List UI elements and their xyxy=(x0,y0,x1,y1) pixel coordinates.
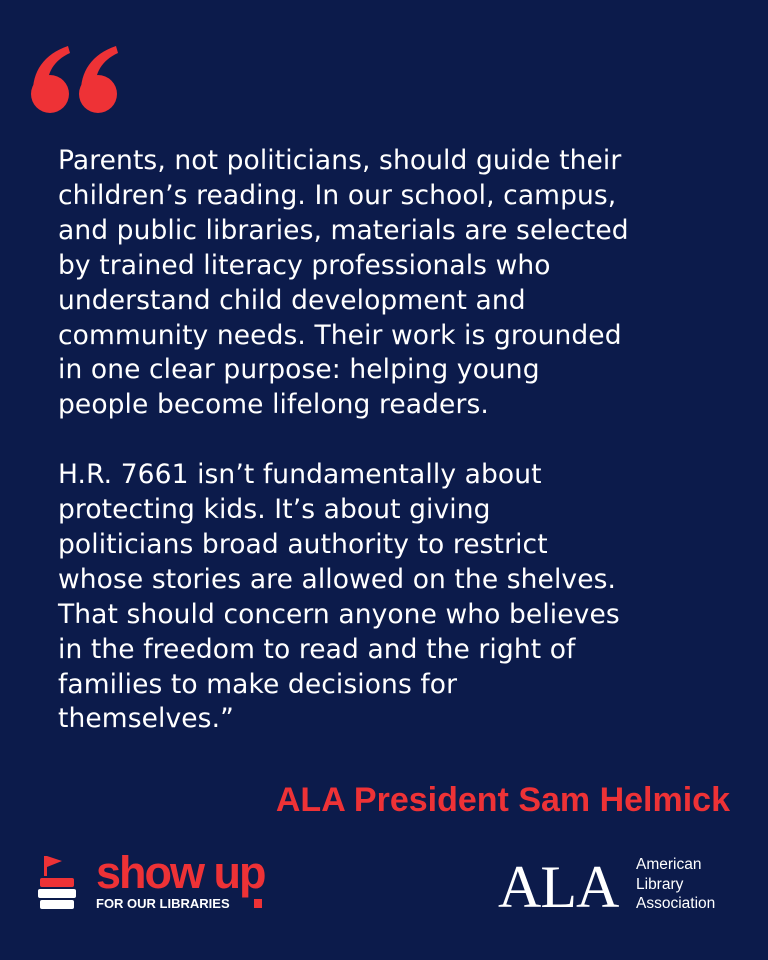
show-up-campaign-logo xyxy=(38,848,308,920)
ala-logo-line: Library xyxy=(636,875,684,893)
ala-logo xyxy=(498,854,743,920)
books-flag-icon xyxy=(38,854,78,912)
quote-attribution: ALA President Sam Helmick xyxy=(275,781,730,819)
campaign-subtitle: FOR OUR LIBRARIES xyxy=(96,896,230,911)
ala-logo-line: Association xyxy=(636,895,716,912)
campaign-title: show up xyxy=(96,847,265,898)
campaign-accent-dot xyxy=(254,899,262,908)
open-quote-mark-icon xyxy=(26,22,126,132)
quote-text xyxy=(58,144,748,737)
ala-logo-letters: ALA xyxy=(498,854,619,920)
quote-paragraph: H.R. 7661 isn’t fundamentally about protecting kids. It’s about giving politicians broad authority to restrict whose stories are allowed on the shelves. That should concern anyone who believes in the freedom to read and the right of families to make decisions for themselves.” xyxy=(58,459,620,735)
ala-logo-name xyxy=(636,855,715,914)
quote-paragraph: Parents, not politicians, should guide their children’s reading. In our school, campus, and public libraries, materials are selected by trained literacy professionals who understand child development and community needs. Their work is grounded in one clear purpose: helping young people become lifelong readers. xyxy=(58,145,629,421)
ala-logo-line: American xyxy=(636,856,702,873)
